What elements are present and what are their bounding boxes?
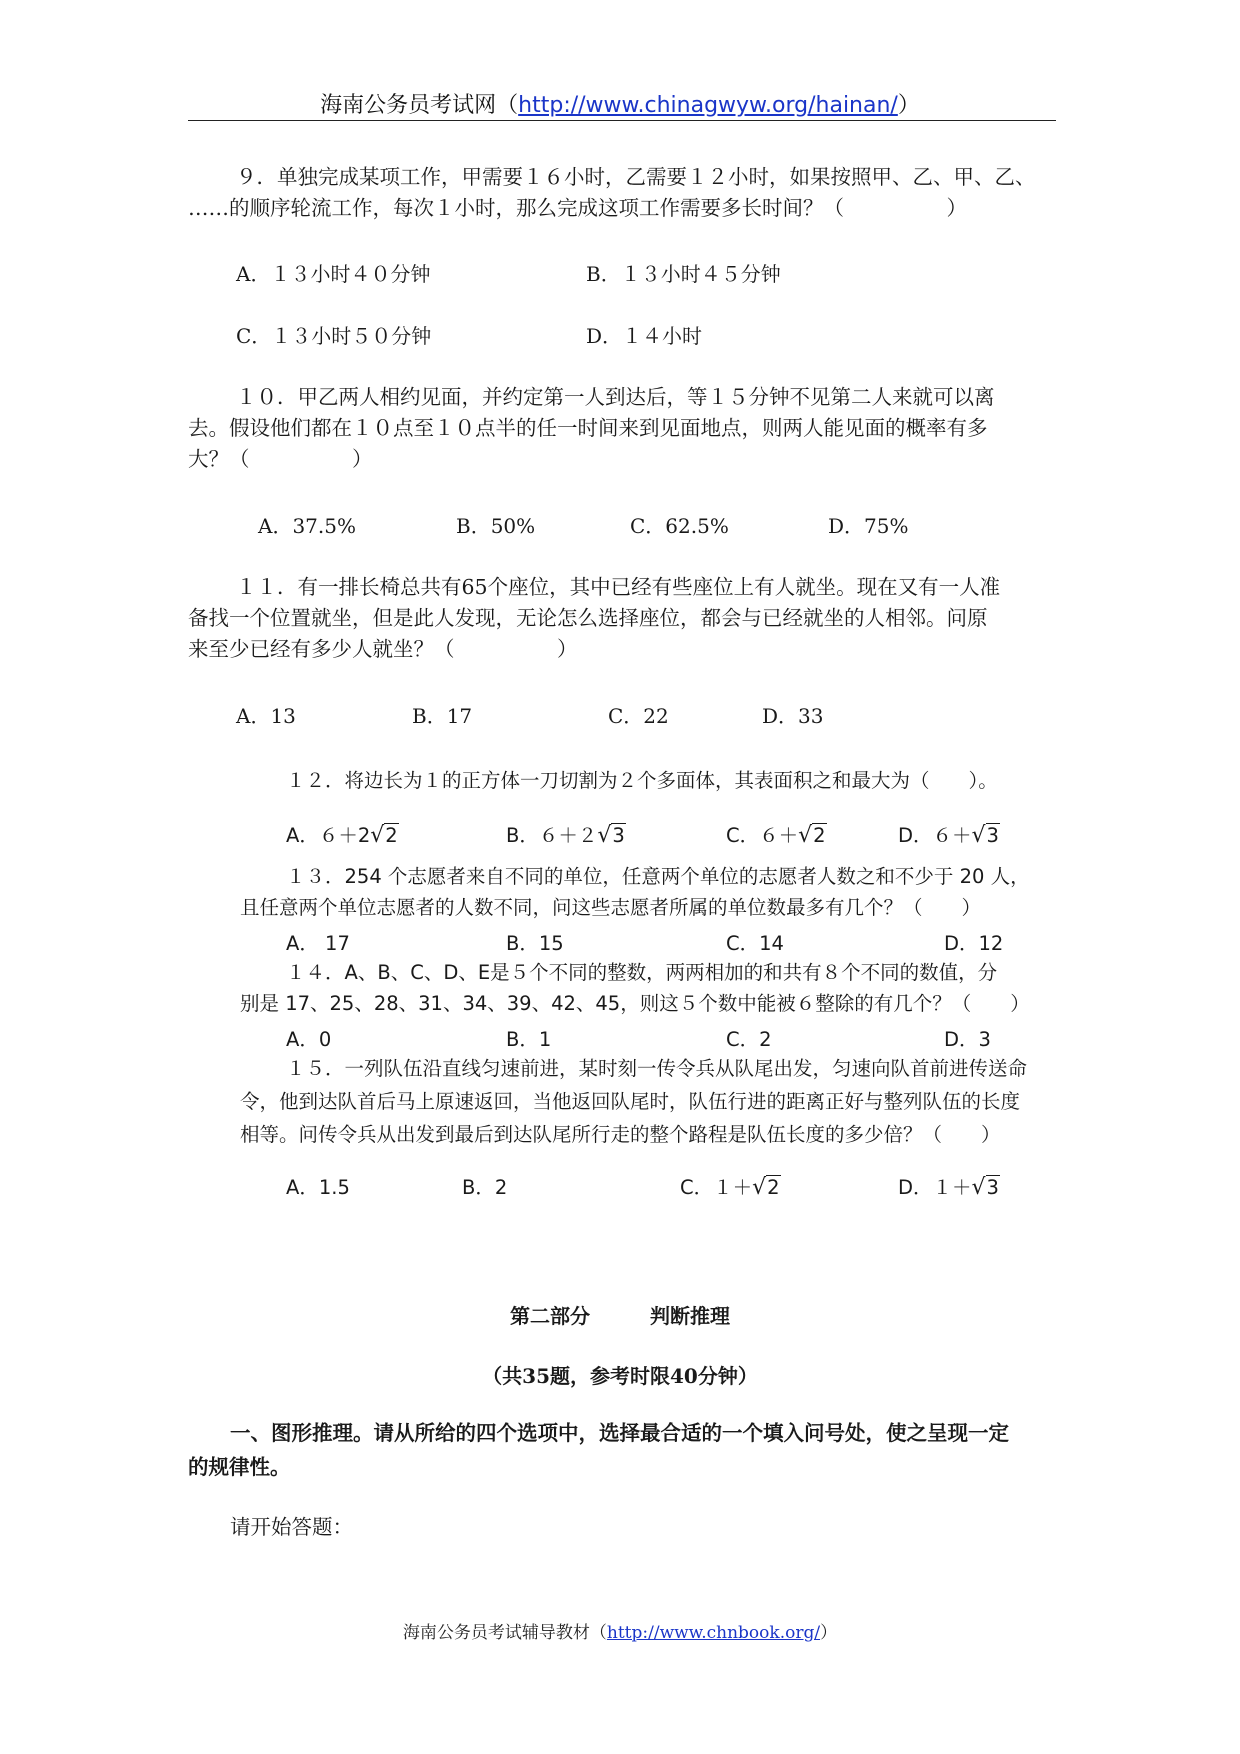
q14-option-a: A．0 xyxy=(286,1028,332,1051)
q15-line1: １５．一列队伍沿直线匀速前进，某时刻一传令兵从队尾出发，匀速向队首前进传送命 xyxy=(286,1057,1028,1080)
q14-line2: 别是 17、25、28、31、34、39、42、45，则这５个数中能被６整除的有几个？（ ） xyxy=(240,992,1030,1015)
page-header xyxy=(0,88,1240,119)
sqrt-symbol: √2 xyxy=(798,823,826,848)
q15-line3: 相等。问传令兵从出发到最后到达队尾所行走的整个路程是队伍长度的多少倍？（ ） xyxy=(240,1123,1001,1146)
section2-title: 第二部分 判断推理 xyxy=(510,1304,730,1328)
sqrt-symbol: √3 xyxy=(971,823,999,848)
q15-option-d-radicand: 3 xyxy=(986,1176,999,1199)
q15-option-c-radicand: 2 xyxy=(767,1176,780,1199)
section2-instruction-line2: 的规律性。 xyxy=(188,1455,291,1479)
q13-option-b: B．15 xyxy=(506,932,564,955)
q11-option-d: D．33 xyxy=(762,704,824,728)
section2-instruction-line1: 一、图形推理。请从所给的四个选项中，选择最合适的一个填入问号处，使之呈现一定 xyxy=(230,1421,1009,1445)
header-close: ） xyxy=(897,93,920,118)
q10-option-d: D．75% xyxy=(828,514,909,538)
q15-option-a: A．1.5 xyxy=(286,1176,350,1199)
q9-option-d: D．１４小时 xyxy=(586,324,703,348)
q9-line1: ９．单独完成某项工作，甲需要１６小时，乙需要１２小时，如果按照甲、乙、甲、乙、 xyxy=(236,165,1036,189)
q12-option-b xyxy=(506,820,626,848)
q11-line3: 来至少已经有多少人就坐？（ ） xyxy=(188,637,578,661)
section2-subtitle: （共35题，参考时限40分钟） xyxy=(482,1364,758,1388)
page-footer xyxy=(0,1618,1240,1643)
q15-option-c xyxy=(680,1172,781,1200)
q11-option-b: B．17 xyxy=(412,704,473,728)
sqrt-symbol: √2 xyxy=(370,823,398,848)
footer-close: ） xyxy=(820,1623,838,1643)
q11-line2: 备找一个位置就坐，但是此人发现，无论怎么选择座位，都会与已经就坐的人相邻。问原 xyxy=(188,606,988,630)
q13-line2: 且任意两个单位志愿者的人数不同，问这些志愿者所属的单位数最多有几个？（ ） xyxy=(240,896,982,919)
q11-option-a: A．13 xyxy=(236,704,296,728)
q12-option-a-text: A．６＋2 xyxy=(286,824,371,847)
q10-line3: 大？（ ） xyxy=(188,447,373,471)
header-divider xyxy=(188,120,1056,121)
q10-option-c: C．62.5% xyxy=(630,514,729,538)
q9-line2: ……的顺序轮流工作，每次１小时，那么完成这项工作需要多长时间？（ ） xyxy=(188,196,967,220)
q13-option-c: C．14 xyxy=(726,932,784,955)
q13-option-d: D．12 xyxy=(944,932,1004,955)
q12-line1: １２．将边长为１的正方体一刀切割为２个多面体，其表面积之和最大为（ ）。 xyxy=(286,769,998,792)
q9-option-b: B．１３小时４５分钟 xyxy=(586,262,781,286)
q12-option-a xyxy=(286,820,399,848)
q13-option-a: A． 17 xyxy=(286,932,350,955)
q14-option-b: B．1 xyxy=(506,1028,552,1051)
sqrt-symbol: √2 xyxy=(752,1175,780,1200)
q12-option-d-radicand: 3 xyxy=(986,824,999,847)
q15-line2: 令，他到达队首后马上原速返回，当他返回队尾时，队伍行进的距离正好与整列队伍的长度 xyxy=(240,1090,1021,1113)
q10-line1: １０．甲乙两人相约见面，并约定第一人到达后，等１５分钟不见第二人来就可以离 xyxy=(236,385,995,409)
q12-option-d xyxy=(898,820,1000,848)
q12-option-b-text: B．６＋２ xyxy=(506,824,598,847)
q12-option-d-text: D．６＋ xyxy=(898,824,972,847)
footer-text: 海南公务员考试辅导教材（ xyxy=(402,1623,607,1643)
q12-option-c-text: C．６＋ xyxy=(726,824,799,847)
footer-link[interactable]: http://www.chnbook.org/ xyxy=(606,1623,821,1643)
header-link[interactable]: http://www.chinagwyw.org/hainan/ xyxy=(518,93,898,118)
q10-option-b: B．50% xyxy=(456,514,536,538)
start-prompt: 请开始答题： xyxy=(230,1515,353,1539)
sqrt-symbol: √3 xyxy=(971,1175,999,1200)
q14-option-c: C．2 xyxy=(726,1028,772,1051)
q14-line1: １４．A、B、C、D、E是５个不同的整数，两两相加的和共有８个不同的数值，分 xyxy=(286,961,998,984)
sqrt-symbol: √3 xyxy=(597,823,625,848)
q12-option-b-radicand: 3 xyxy=(612,824,625,847)
q14-option-d: D．3 xyxy=(944,1028,991,1051)
q10-option-a: A．37.5% xyxy=(258,514,356,538)
q11-line1: １１．有一排长椅总共有65个座位，其中已经有些座位上有人就坐。现在又有一人准 xyxy=(236,575,1001,599)
q15-option-d xyxy=(898,1172,1000,1200)
q9-option-c: C．１３小时５０分钟 xyxy=(236,324,432,348)
q9-option-a: A．１３小时４０分钟 xyxy=(236,262,431,286)
q10-line2: 去。假设他们都在１０点至１０点半的任一时间来到见面地点，则两人能见面的概率有多 xyxy=(188,416,988,440)
q12-option-c-radicand: 2 xyxy=(813,824,826,847)
q15-option-d-text: D．１＋ xyxy=(898,1176,972,1199)
q15-option-c-text: C．１＋ xyxy=(680,1176,753,1199)
q15-option-b: B．2 xyxy=(462,1176,508,1199)
q13-line1: １３．254 个志愿者来自不同的单位，任意两个单位的志愿者人数之和不少于 20 人， xyxy=(286,865,1030,888)
q12-option-c xyxy=(726,820,827,848)
q12-option-a-radicand: 2 xyxy=(385,824,398,847)
q11-option-c: C．22 xyxy=(608,704,669,728)
header-site-name: 海南公务员考试网（ xyxy=(320,93,519,118)
